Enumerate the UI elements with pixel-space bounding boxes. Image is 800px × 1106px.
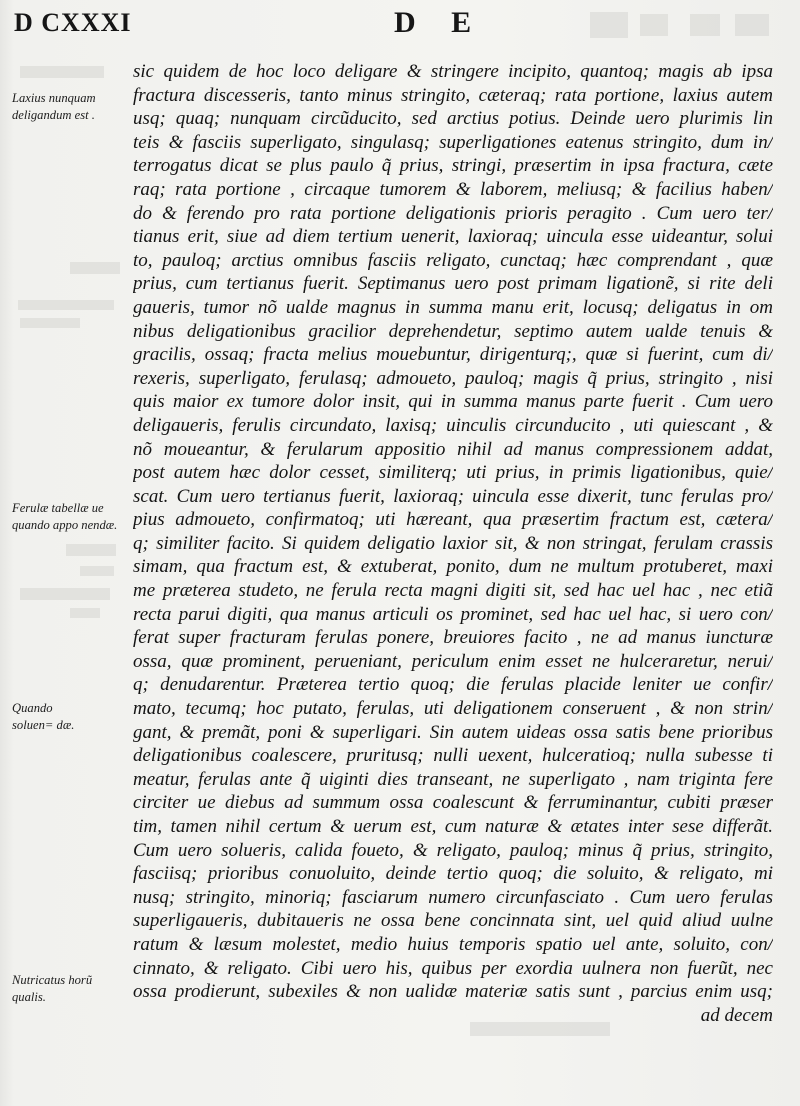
text-line: rexeris, superligato, ferulasq; admoueto, pauloq; magis q̃ prius, stringito , nisi (133, 367, 773, 389)
margin-note-nutricatus: Nutricatus horũ qualis. (12, 973, 93, 1004)
text-line: ad decem (700, 1004, 773, 1026)
text-line: tim, tamen nihil certum & uerum est, cum naturæ & ætates inter sese differãt. (133, 816, 773, 837)
text-line: gracilis, ossaq; fracta melius mouebuntur, dirigenturq;, quæ si fuerint, cum di/ (133, 344, 773, 366)
text-line: q; denudarentur. Præterea tertio quoq; die ferulas placide leniter ue confir/ (133, 674, 773, 696)
text-line: cinnato, & religato. Cibi uero his, quibus per exordia uulnera non fuerũt, nec (133, 957, 773, 979)
text-line: fractura discesseris, tanto minus stringito, cæteraq; rata portione, laxius autem (133, 84, 773, 106)
text-line: nõ moueantur, & ferularum appositio nihil ad manus compressionem addat, (133, 438, 773, 460)
text-line: ossa prodierunt, subexiles & non ualidæ materiæ satis sunt , parcius enim usq; (133, 981, 773, 1003)
running-title: D E (394, 6, 486, 39)
body-text (133, 60, 773, 1027)
text-line: ratum & læsum molestet, medio huius temporis spatio uel ante, soluito, con/ (133, 933, 773, 955)
text-line: meatur, ferulas ante q̃ uiginti dies transeant, ne superligato , nam triginta fere (133, 768, 773, 790)
text-line: q; similiter facito. Si quidem deligatio laxior sit, & non stringat, ferulam crassis (133, 532, 773, 554)
text-line: deligaueris, ferulis circundato, laxisq; uinculis circunducito , uti quiescant , & (133, 414, 773, 436)
text-line: prius, cum tertianus fuerit. Septimanus uero post primam ligationẽ, si rite deli (133, 273, 773, 295)
text-line: ossa, quæ prominent, perueniant, periculum enim esset ne hulceraretur, nerui/ (133, 650, 773, 672)
text-line: raq; rata portione , circaque tumorem & laborem, meliusq; & facilius haben/ (133, 178, 773, 200)
text-line: gaueris, tumor nõ ualde magnus in summa manu erit, locusq; deligatus in om (133, 296, 773, 318)
text-line: superligaueris, dubitaueris ne ossa bene concinnata sint, uel quid aliud uulne (133, 910, 773, 932)
text-line: usq; quaq; nunquam circũducito, sed arctius potius. Deinde uero plurimis lin (133, 108, 773, 130)
text-line: nusq; stringito, minoriq; fasciarum numero circunfasciato . Cum uero ferulas (133, 886, 773, 908)
folio-number: D CXXXI (14, 8, 132, 37)
text-line: mato, tecumq; hoc putato, ferulas, uti deligationem conseruent , & non strin/ (133, 698, 773, 720)
text-line: quis maior ex tumore dolor insit, qui in summa manus parte fuerit . Cum uero (133, 391, 773, 413)
text-line: teis & fasciis superligato, singulasq; superligationes eatenus stringito, dum in/ (133, 131, 773, 153)
margin-note-quando: Quando soluen= dæ. (12, 701, 75, 732)
margin-note-laxius: Laxius nunquam deligandum est . (12, 91, 96, 122)
text-line: recta parui digiti, qua manus articuli os prominet, sed hac uel hac, si uero con/ (133, 603, 773, 625)
text-line: me præterea studeto, ne ferula recta magni digiti sit, sed hac uel hac , nec etiã (133, 580, 773, 602)
text-line: post autem hæc dolor cesset, similiterq; uti prius, in primis ligationibus, quie/ (133, 462, 773, 484)
text-line: fasciisq; prioribus conuoluito, deinde tertio quoq; die soluito, & religato, mi (133, 863, 773, 885)
margin-note-ferulae: Ferulæ tabellæ ue quando appo nendæ. (12, 501, 118, 532)
text-line: sic quidem de hoc loco deligare & stringere incipito, quantoq; magis ab ipsa (133, 61, 773, 82)
text-line: gant, & premãt, poni & superligari. Sin autem uideas ossa satis bene prioribus (133, 721, 773, 743)
text-line: scat. Cum uero tertianus fuerit, laxioraq; uincula esse dixerit, tunc ferulas pro/ (133, 485, 773, 507)
text-line: ferat super fracturam ferulas ponere, breuiores facito , ne ad manus iuncturæ (133, 627, 773, 649)
text-line: tianus erit, siue ad diem tertium uenerit, laxioraq; uincula esse uideantur, solui (133, 226, 773, 248)
text-line: circiter ue diebus ad summum ossa coalescunt & ferruminantur, cubiti præser (133, 792, 773, 814)
text-line: to, pauloq; arctius omnibus fasciis religato, cunctaq; hæc comprendant , quæ (133, 249, 773, 271)
text-line: Cum uero solueris, calida foueto, & religato, pauloq; minus q̃ prius, stringito, (133, 839, 773, 861)
text-line: do & ferendo pro rata portione deligationis prioris peragito . Cum uero ter/ (133, 202, 773, 224)
text-line: pius admoueto, confirmatoq; uti hæreant, qua præsertim fractum est, cætera/ (133, 509, 773, 531)
text-line: terrogatus dicat se plus paulo q̃ prius, stringi, præsertim in ipsa fractura, cæte (133, 155, 773, 177)
text-line: nibus deligationibus gracilior deprehendetur, septimo autem ualde tenuis & (133, 320, 773, 342)
text-line: simam, qua fractum est, & extuberat, ponito, dum ne multum protuberet, maxi (133, 556, 773, 578)
text-line: deligationibus coalescere, pruritusq; nulli uexent, hulceratioq; nulla subesse ti (133, 745, 773, 767)
